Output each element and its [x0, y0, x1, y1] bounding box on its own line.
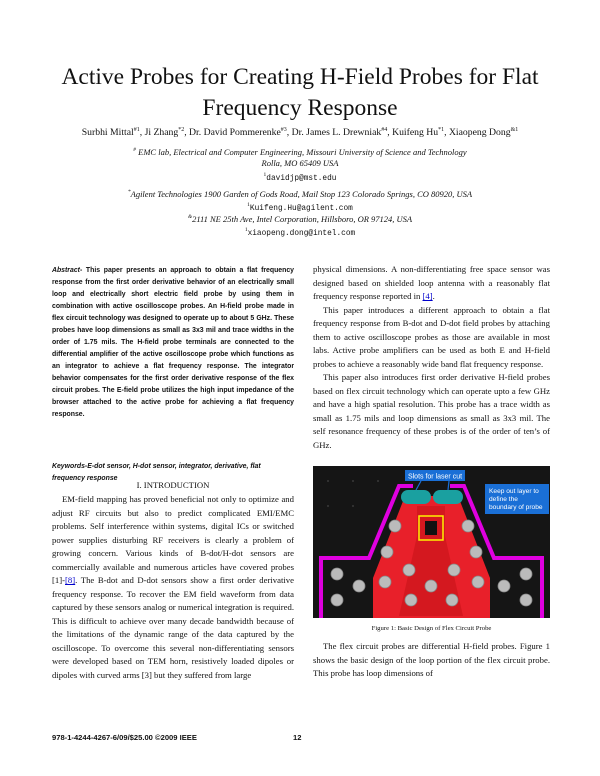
label-keepout: Keep out layer to define the boundary of probe	[489, 488, 543, 511]
author-name: Kuifeng Hu	[392, 127, 439, 139]
author-sup: *1	[438, 127, 445, 133]
author-name: Dr. David Pommerenke	[189, 127, 281, 139]
email-address: xiaopeng.dong@intel.com	[247, 230, 356, 239]
affiliation-3	[20, 212, 580, 241]
abstract	[52, 265, 294, 421]
abstract-text: - This paper presents an approach to obtain a flat frequency response from the first order derivative behavior of an electrically small loop and electrically short electric field probe by using them in combination with active oscilloscope probes. An H-field probe made in flex circuit technology was designed to operate up to about 5 GHz. These probes have loop dimensions as small as 3x3 mil and trace widths in the order of 1.75 mils. The H-field probe terminals are connected to the differential amplifier of the active oscilloscope probe which functions as an integrator to achieve a flat frequency response. The integrator behavior compensates for the first order derivative response of the flex circuit probes. The E-field probe utilizes the high input impedance of the browser attached to the active probe for achieving a flat frequency response.	[52, 267, 294, 418]
paragraph: This paper introduces a different approach to obtain a flat frequency response from B-dot and D-dot field probes by attaching them to active oscilloscope probes as those are available in most labs. Active probe amplifiers can be used as both E and H-field probes to achieve a reasonably wide band flat frequency response.	[313, 304, 550, 369]
author-sup: *2	[178, 127, 185, 133]
author-sup: #1	[133, 127, 140, 133]
email-sup: 1	[263, 171, 267, 178]
affiliation-sup: #	[133, 147, 137, 153]
reference-link[interactable]: [8]	[65, 575, 76, 585]
email-sup: 1	[247, 202, 250, 209]
page-number: 12	[293, 733, 302, 742]
author-sup: &1	[510, 127, 519, 133]
text-span: .	[432, 291, 435, 301]
paper-title	[40, 62, 560, 124]
affiliation-line: 2111 NE 25th Ave, Intel Corporation, Hillsboro, OR 97124, USA	[192, 213, 413, 224]
author-list: Surbhi Mittal$^{\#1}$, Ji Zhang$^{*2}$, Dr. David Pommerenke$^{\#3}$, Dr. James L. Drewniak$^{\#4}$, Kuifeng Hu$^{*1}$, Xiaopeng Dong$^{\&1}$	[81, 127, 519, 139]
author-name: Ji Zhang	[144, 127, 179, 139]
paragraph: This paper also introduces first order derivative H-field probes based on flex circuit technology which can operate upto a few GHz and have a high spatial resolution. This probe has a trace width as small as 1.75 mils and loop dimensions as small as 3x3 mil. The self resonance frequency of these probes is of the order of ten’s of GHz.	[313, 372, 550, 450]
label-slots: Slots for laser cut	[407, 473, 463, 481]
left-column-body	[52, 493, 294, 682]
section-heading-introduction: I. INTRODUCTION	[136, 480, 210, 490]
affiliation-1	[20, 145, 580, 185]
title-line-2: Frequency Response	[202, 95, 398, 121]
title-line-1: Active Probes for Creating H-Field Probes for Flat	[61, 64, 539, 90]
author-name: Surbhi Mittal	[81, 127, 134, 139]
reference-link[interactable]: [4]	[422, 291, 433, 301]
text-span: physical dimensions. A non-differentiating free space sensor was designed based on shielded loop antenna with a reasonably flat frequency response reported in	[313, 264, 550, 301]
figure-caption: Figure 1: Basic Design of Flex Circuit Probe	[371, 625, 492, 632]
email-address: davidjp@mst.edu	[266, 174, 337, 183]
email-address: Kuifeng.Hu@agilent.com	[249, 205, 353, 214]
affiliation-sup: *	[127, 189, 131, 195]
affiliation-line: EMC lab, Electrical and Computer Engineering, Missouri University of Science and Technology	[138, 146, 467, 157]
author-sup: #3	[280, 127, 287, 133]
keywords: Keywords-E-dot sensor, H-dot sensor, integrator, derivative, flat frequency response	[52, 463, 261, 482]
right-column-continued	[313, 640, 550, 681]
text-span: EM-field mapping has proved beneficial not only to optimize and adjust RF circuits but also to predict complicated EMI/EMC problems. Self interference within systems, digital ICs or switched power supplies disturbing RF receivers is clearly a problem of growing concern. Various kinds of B-dot/H-dot sensors are commercially available and numerous articles have covered probes [1]-	[52, 494, 294, 585]
author-name: Dr. James L. Drewniak	[291, 127, 382, 139]
email-sup: 1	[244, 227, 248, 234]
intro-paragraph	[52, 493, 294, 682]
loop-aperture	[425, 521, 437, 535]
footer-copyright: 978-1-4244-4267-6/09/$25.00 ©2009 IEEE	[52, 733, 197, 742]
probe-layout-drawing	[313, 466, 550, 618]
right-column-body	[313, 263, 550, 452]
affiliation-sup: &	[187, 214, 193, 220]
author-sup: #4	[381, 127, 388, 133]
paragraph	[313, 263, 550, 304]
text-span: . The B-dot and D-dot sensors show a first order derivative frequency response. To recover the EM field waveform from data captured by these sensors analog or numerical integration is required. This is difficult to achieve over many decade bandwidth because of the limitations of the dynamic range of the data captured by the oscilloscope. To overcome this several non-differentiating sensors were developed based on TEM horn, resistively loaded dipoles or dipoles with curved arms [3] but they suffered from large	[52, 575, 294, 680]
abstract-label: Abstract	[52, 267, 80, 274]
affiliation-line: Rolla, MO 65409 USA	[261, 158, 339, 169]
paragraph: The flex circuit probes are differential H-field probes. Figure 1 shows the basic design of the loop portion of the flex circuit probe. This probe has loop dimensions of	[313, 641, 550, 678]
slot-left	[401, 490, 431, 504]
figure-flex-circuit-probe	[313, 466, 550, 618]
affiliation-line: Agilent Technologies 1900 Garden of Gods Road, Mail Stop 123 Colorado Springs, CO 80920, USA	[130, 188, 473, 199]
slot-right	[433, 490, 463, 504]
author-name: Xiaopeng Dong	[448, 127, 511, 139]
